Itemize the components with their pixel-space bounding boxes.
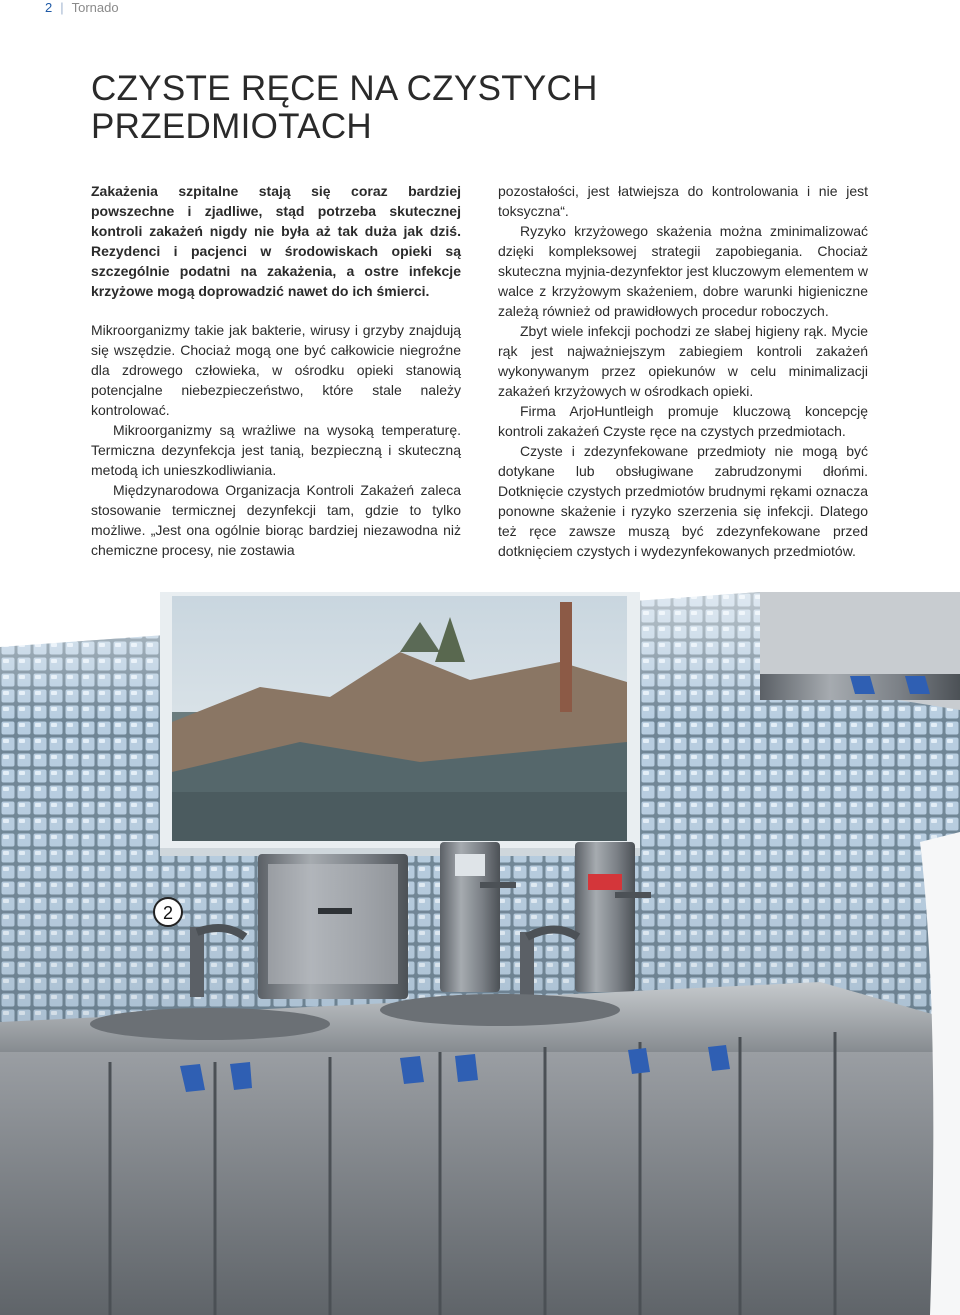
header-divider: | <box>60 0 64 15</box>
figure-number: 2 <box>162 903 174 923</box>
body-paragraph: Międzynarodowa Organizacja Kontroli Zakażeń zaleca stosowanie termicznej dezynfekcji tam, gdzie to tylko możliwe. „Jest ona ogólnie biorąc bardziej niezawodna niż chemiczne procesy, nie zostawia <box>91 482 461 558</box>
city-picture <box>160 592 640 856</box>
body-paragraph: Ryzyko krzyżowego skażenia można zminimalizować dzięki kompleksowej strategii zapobiegania. Chociaż skuteczna myjnia-dezynfektor jest kluczowym elementem w walce z krzyżowym skażeniem, dobre warunki higieniczne zależą również od prawidłowych procedur roboczych. <box>498 223 868 319</box>
body-paragraph: Czyste i zdezynfekowane przedmioty nie mogą być dotykane lub obsługiwane zabrudzonymi dłońmi. Dotknięcie czystych przedmiotów brudnymi rękami oznacza ponowne skażenie i ryzyko szerzenia się infekcji. Dlatego też ręce zawsze muszą być zdezynfekowane przed dotknięciem czystych i wydezynfekowanych przedmiotów. <box>498 443 868 559</box>
right-column <box>498 181 868 561</box>
lead-paragraph: Zakażenia szpitalne stają się coraz bardziej powszechne i zjadliwe, stąd potrzeba skutecznej kontroli zakażeń nigdy nie była aż tak duża jak dziś. Rezydenci i pacjenci w środowiskach opieki są szczególnie podatni na zakażenia, a ostre infekcje krzyżowe mogą doprowadzić nawet do ich śmierci. <box>91 183 461 299</box>
wall-cabinet <box>760 592 960 710</box>
body-paragraph: Firma ArjoHuntleigh promuje kluczową koncepcję kontroli zakażeń Czyste ręce na czystych przedmiotach. <box>498 403 868 439</box>
figure-badge <box>154 898 182 926</box>
washroom-photo <box>0 592 960 1315</box>
body-paragraph: Mikroorganizmy są wrażliwe na wysoką temperaturę. Termiczna dezynfekcja jest tanią, bezpieczną i skuteczną metodą ich unieszkodliwiania. <box>91 422 461 478</box>
title-line-1: CZYSTE RĘCE NA CZYSTYCH <box>91 69 598 108</box>
title-line-2: PRZEDMIOTACH <box>91 107 373 146</box>
running-header <box>45 0 119 18</box>
towel-dispenser <box>258 854 408 999</box>
section-name: Tornado <box>71 0 119 15</box>
page-title <box>91 70 791 146</box>
body-paragraph: Zbyt wiele infekcji pochodzi ze słabej higieny rąk. Mycie rąk jest najważniejszym zabiegiem kontroli zakażeń wykonywanym przez opiekunów w celu minimalizacji zakażeń krzyżowych w ośrodkach opieki. <box>498 323 868 399</box>
page-number: 2 <box>45 0 53 15</box>
left-column <box>91 181 461 560</box>
body-paragraph: pozostałości, jest łatwiejsza do kontrolowania i nie jest toksyczna“. <box>498 183 868 219</box>
body-paragraph: Mikroorganizmy takie jak bakterie, wirusy i grzyby znajdują się wszędzie. Chociaż mogą one być całkowicie niegroźne dla zdrowego człowieka, w ośrodku opieki stanowią potencjalne niebezpieczeństwo, które stale należy kontrolować. <box>91 322 461 418</box>
